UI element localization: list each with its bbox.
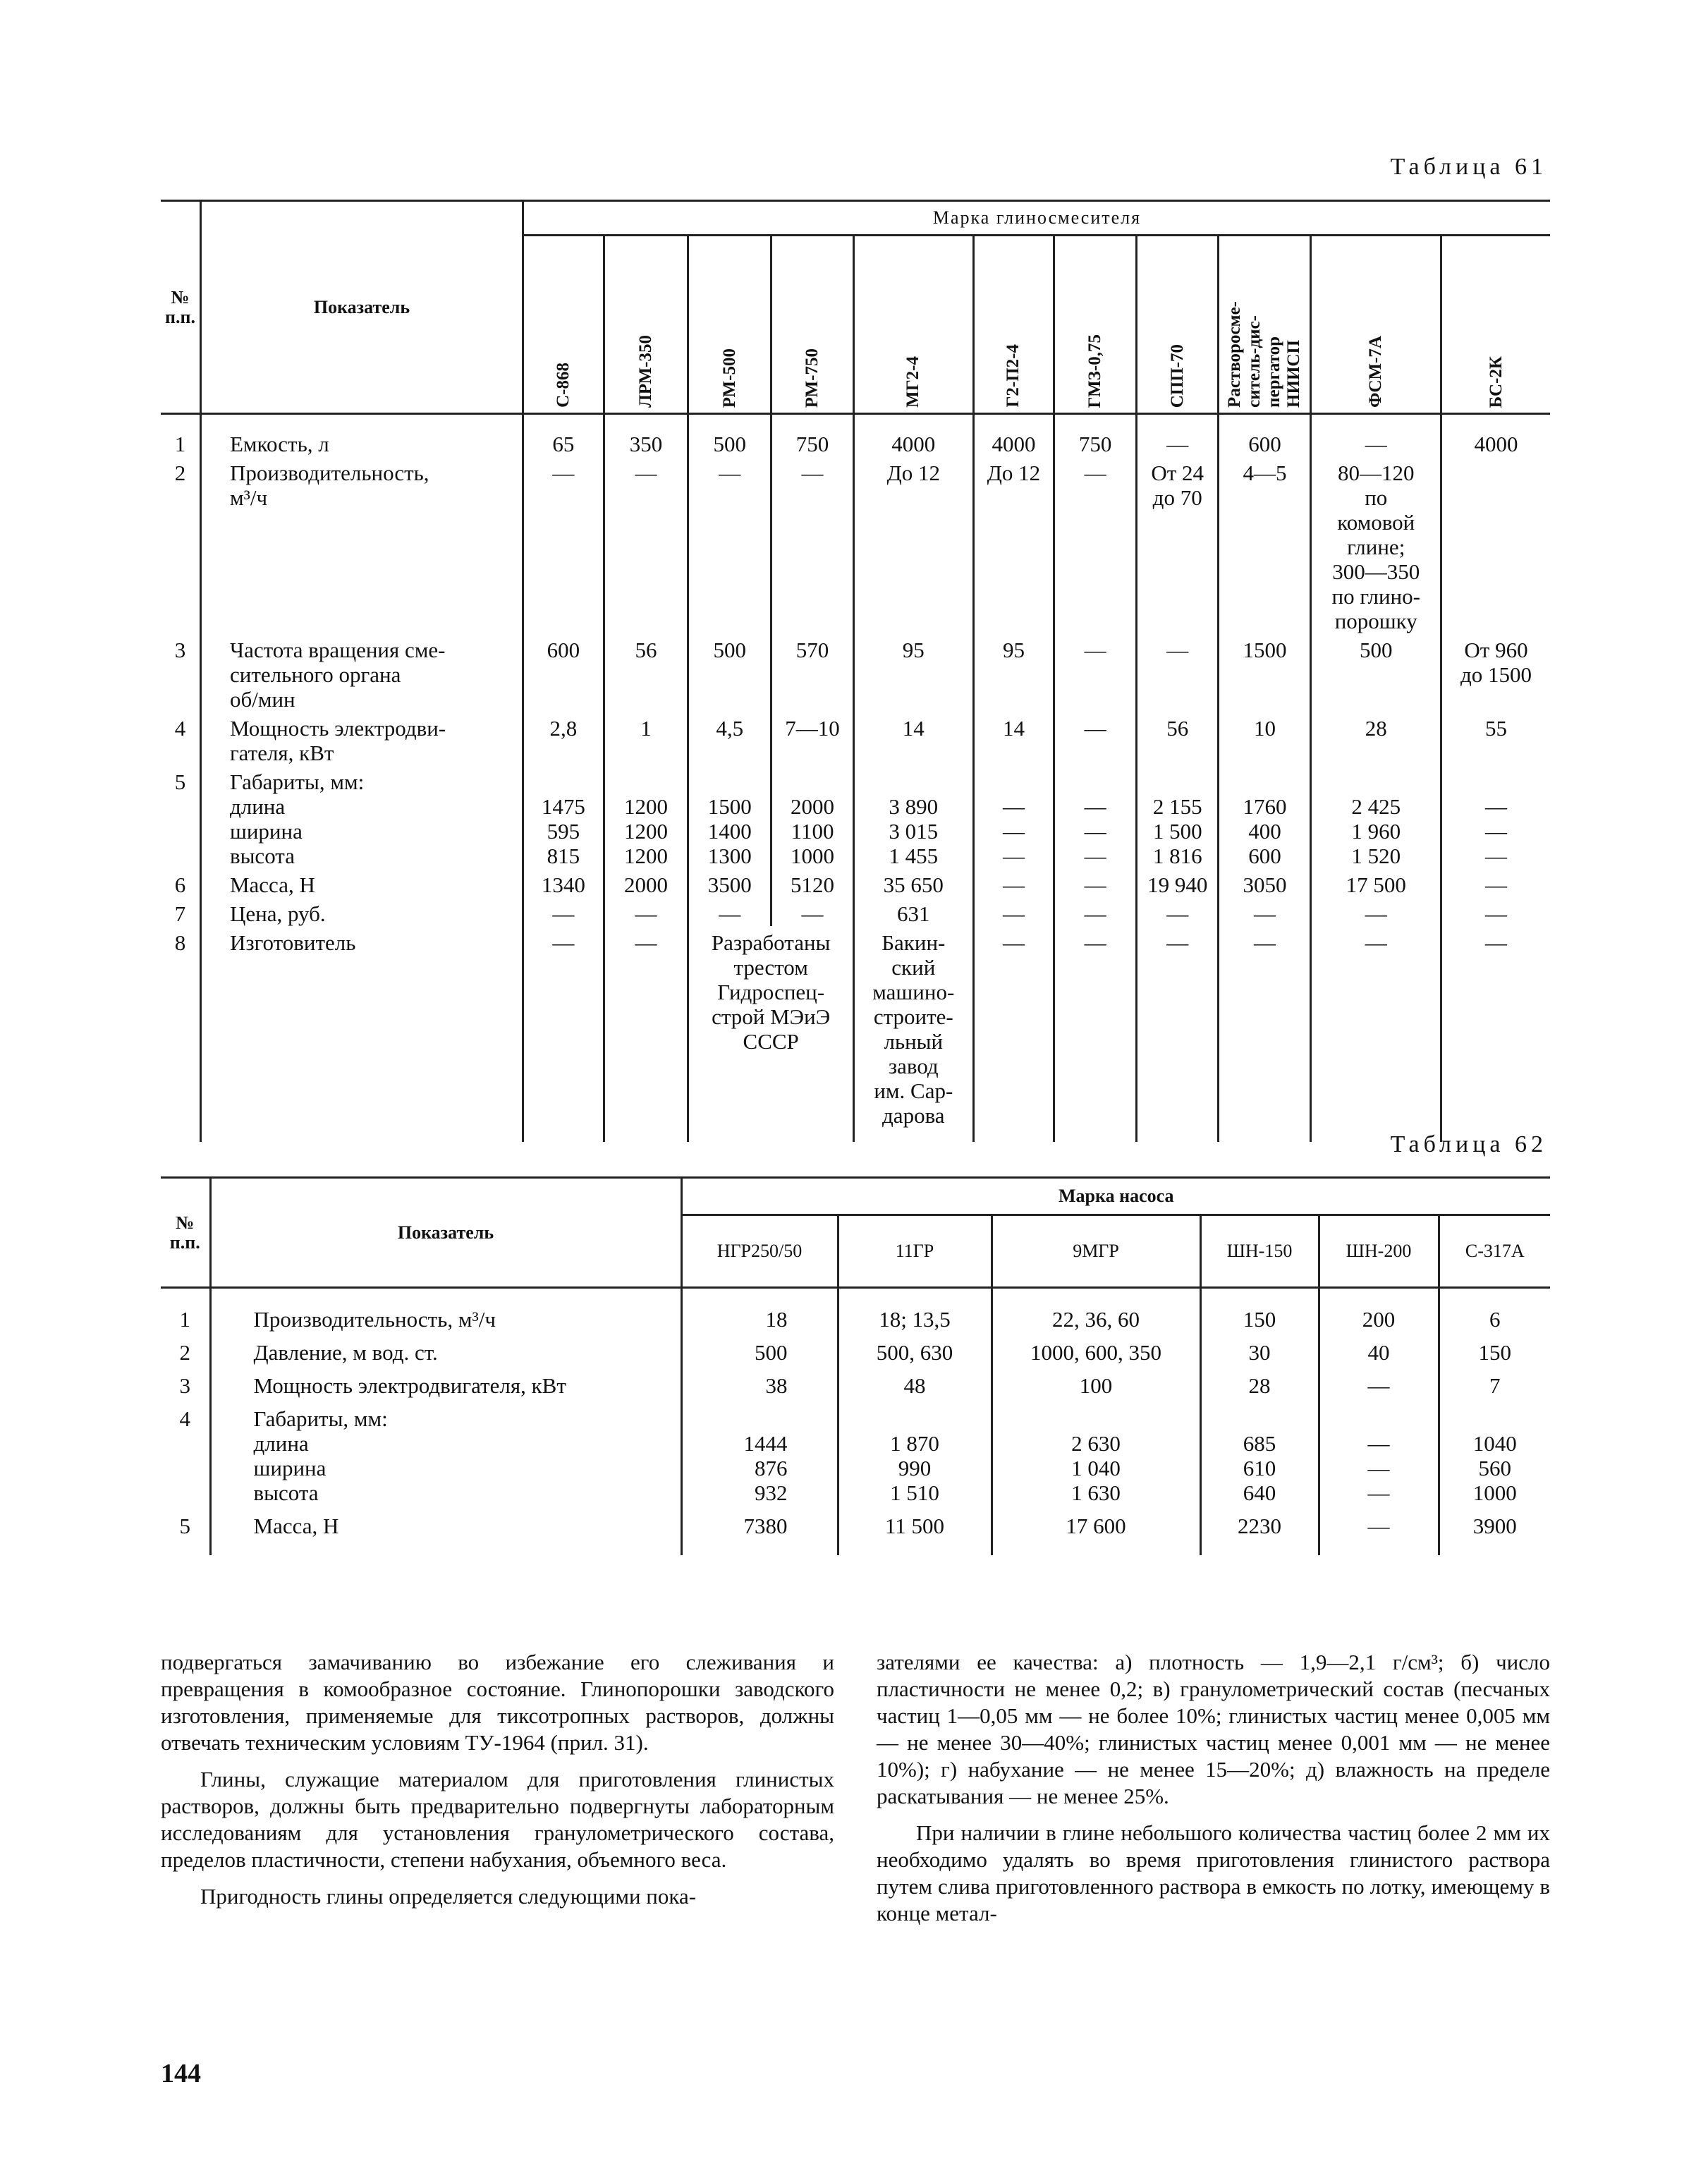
table62-caption: Таблица 62 (1390, 1131, 1547, 1157)
table-cell: — (1054, 712, 1137, 765)
table-cell: 1000, 600, 350 (992, 1332, 1200, 1365)
row-number: 5 (179, 1514, 190, 1538)
table-cell: — (1311, 414, 1441, 457)
table-cell: — — — (1054, 765, 1137, 868)
table-cell: 150 (1439, 1332, 1550, 1365)
table-cell: — — — (1319, 1398, 1439, 1505)
table-cell: — (604, 897, 688, 926)
row-label: Мощность электродвигателя, кВт (210, 1365, 681, 1398)
table-cell: — (1136, 414, 1219, 457)
brand-label: МГ2-4 (903, 356, 923, 408)
table61-brand-header (604, 236, 688, 414)
table-cell: — (1219, 897, 1311, 926)
table-cell: 35 650 (853, 868, 973, 897)
table-cell: — (688, 456, 771, 633)
table-cell: — (1311, 897, 1441, 926)
table-cell: 685 610 640 (1200, 1398, 1319, 1505)
table-row (161, 1505, 1550, 1555)
table62-brand-header: С-317А (1439, 1215, 1550, 1288)
table-cell: 28 (1311, 712, 1441, 765)
brand-label: РМ-500 (719, 348, 739, 408)
row-label: Габариты, мм: длина ширина высота (200, 765, 523, 868)
paragraph: подвергаться замачиванию во избежание его слеживания и превращения в комообразное состояние. Глинопорошки заводского изготовления, применяемые для тиксотропных растворов, должны отвечать техническим условиям ТУ-1964 (прил. 31). (161, 1650, 834, 1755)
table-cell: — (771, 456, 854, 633)
table-cell: 3 890 3 015 1 455 (853, 765, 973, 868)
row-label: Мощность электродви- гателя, кВт (200, 712, 523, 765)
brand-label: СПП-70 (1167, 343, 1187, 408)
table-cell: 750 (771, 414, 854, 457)
table-row (161, 456, 1550, 633)
table-cell: 500 (681, 1332, 838, 1365)
table61-caption: Таблица 61 (1390, 154, 1547, 180)
table62-col-no: № п.п. (161, 1178, 210, 1288)
table61-brand-header (853, 236, 973, 414)
table-cell: Бакин- ский машино- строите- льный завод им. Сар- дарова (853, 926, 973, 1142)
table-cell: 4—5 (1219, 456, 1311, 633)
table-cell: 7380 (681, 1505, 838, 1555)
table-cell: 65 (523, 414, 604, 457)
table-cell: — (1311, 926, 1441, 1142)
right-column-text (877, 1649, 1550, 1937)
table-cell: 17 500 (1311, 868, 1441, 897)
table-cell: — (523, 897, 604, 926)
table-cell: 4000 (1441, 414, 1550, 457)
table-row (161, 633, 1550, 712)
row-label: Габариты, мм: длина ширина высота (210, 1398, 681, 1505)
row-number: 2 (179, 1340, 190, 1365)
table61-col-indicator: Показатель (200, 201, 523, 414)
table-cell: — (973, 926, 1054, 1142)
table-cell: До 12 (853, 456, 973, 633)
table-cell: — — — (973, 765, 1054, 868)
table61-brand-header (523, 236, 604, 414)
table-cell: — (973, 897, 1054, 926)
row-number: 7 (174, 901, 186, 926)
row-label: Масса, Н (200, 868, 523, 897)
row-number: 1 (179, 1307, 190, 1332)
table-cell: 28 (1200, 1365, 1319, 1398)
table61-brand-header (973, 236, 1054, 414)
table61-col-no: № п.п. (161, 201, 200, 414)
paragraph: Глины, служащие материалом для приготовления глинистых растворов, должны быть предварительно подвергнуты лабораторным исследованиям для установления гранулометрического состава, пределов пластичности, степени набухания, объемного веса. (161, 1767, 834, 1872)
table-cell: — (1441, 897, 1550, 926)
table-cell: Разработаны трестом Гидроспец- строй МЭиЭ СССР (688, 926, 854, 1142)
table-cell: 19 940 (1136, 868, 1219, 897)
brand-label: Растворосме- ситель-дис- пергатор НИИСП (1225, 301, 1304, 408)
left-column-text (161, 1649, 834, 1920)
table-cell: — (523, 926, 604, 1142)
table-cell: 1500 (1219, 633, 1311, 712)
table62 (161, 1176, 1550, 1555)
table-cell: 17 600 (992, 1505, 1200, 1555)
brand-label: БС-2К (1486, 355, 1506, 408)
table-row (161, 897, 1550, 926)
table-cell: 1340 (523, 868, 604, 897)
table-cell: 14 (853, 712, 973, 765)
table-cell: — (523, 456, 604, 633)
table61-brand-header (688, 236, 771, 414)
table-cell: — (1441, 926, 1550, 1142)
row-number: 4 (179, 1406, 190, 1431)
table-cell: 500 (1311, 633, 1441, 712)
table-cell: 600 (523, 633, 604, 712)
table-cell: — (1219, 926, 1311, 1142)
table-row (161, 1398, 1550, 1505)
table-row (161, 765, 1550, 868)
table-cell: — (1136, 633, 1219, 712)
table-cell: 2 155 1 500 1 816 (1136, 765, 1219, 868)
table-cell: 2000 (604, 868, 688, 897)
table61-brand-header (1219, 236, 1311, 414)
table-cell: 1 870 990 1 510 (838, 1398, 992, 1505)
table-cell: 1760 400 600 (1219, 765, 1311, 868)
table-cell: 3500 (688, 868, 771, 897)
table-cell: — (1441, 868, 1550, 897)
table-cell: 1040 560 1000 (1439, 1398, 1550, 1505)
row-number: 8 (174, 930, 186, 955)
table-cell: 56 (604, 633, 688, 712)
paragraph: зателями ее качества: а) плотность — 1,9—2,1 г/см³; б) число пластичности не менее 0,2; в) гранулометрический состав (песчаных частиц 1—0,05 мм — не более 10%; глинистых частиц менее 0,005 мм — не менее 30—40%; глинистых частиц менее 0,001 мм — не менее 10%); г) набухание — не менее 15—20%; д) влажность на пределе раскатывания — не менее 25%. (877, 1650, 1550, 1808)
table61 (161, 200, 1550, 1142)
row-label: Масса, Н (210, 1505, 681, 1555)
paragraph: Пригодность глины определяется следующими пока- (200, 1884, 697, 1909)
table62-brand-header: 11ГР (838, 1215, 992, 1288)
row-number: 3 (179, 1373, 190, 1398)
table-cell: 2230 (1200, 1505, 1319, 1555)
brand-label: С-868 (553, 363, 573, 408)
brand-label: РМ-750 (803, 348, 822, 408)
table-cell: 2000 1100 1000 (771, 765, 854, 868)
table-cell: 18 (681, 1288, 838, 1332)
row-number: 4 (174, 716, 186, 741)
row-label: Производительность, м³/ч (200, 456, 523, 633)
table-cell: — (771, 897, 854, 926)
table-row (161, 712, 1550, 765)
table-row (161, 1332, 1550, 1365)
table-cell: 2 425 1 960 1 520 (1311, 765, 1441, 868)
brand-label: Г2-П2-4 (1004, 344, 1023, 408)
table-cell: — (1319, 1365, 1439, 1398)
table-cell: 1500 1400 1300 (688, 765, 771, 868)
table-cell: 10 (1219, 712, 1311, 765)
paragraph: При наличии в глине небольшого количества частиц более 2 мм их необходимо удалять во время приготовления глинистого раствора путем слива приготовленного раствора в емкость по лотку, имеющему в конце метал- (877, 1820, 1550, 1925)
table-cell: — (973, 868, 1054, 897)
table-cell: 2,8 (523, 712, 604, 765)
table-cell: 38 (681, 1365, 838, 1398)
table61-brand-header (1311, 236, 1441, 414)
table-cell: 150 (1200, 1288, 1319, 1332)
table-row (161, 926, 1550, 1142)
table-cell: 500 (688, 414, 771, 457)
table-row (161, 414, 1550, 457)
table-cell: 1 (604, 712, 688, 765)
table-cell: 18; 13,5 (838, 1288, 992, 1332)
table-cell: 1200 1200 1200 (604, 765, 688, 868)
table-cell: 570 (771, 633, 854, 712)
table-cell: 4000 (853, 414, 973, 457)
row-label: Частота вращения сме- сительного органа об/мин (200, 633, 523, 712)
table-cell: — (1054, 926, 1137, 1142)
table-cell: 1475 595 815 (523, 765, 604, 868)
table-cell: 48 (838, 1365, 992, 1398)
table-cell: 2 630 1 040 1 630 (992, 1398, 1200, 1505)
row-number: 5 (174, 769, 186, 794)
table-cell: 6 (1439, 1288, 1550, 1332)
table-cell: 7 (1439, 1365, 1550, 1398)
brand-label: ГМЗ-0,75 (1085, 334, 1105, 408)
table-cell: — (604, 926, 688, 1142)
table-cell: 350 (604, 414, 688, 457)
table-cell: 80—120 по комовой глине; 300—350 по глино- порошку (1311, 456, 1441, 633)
table62-brand-header: 9МГР (992, 1215, 1200, 1288)
table-cell: 56 (1136, 712, 1219, 765)
table-cell: — (1136, 926, 1219, 1142)
table61-brand-header (1441, 236, 1550, 414)
table-cell: — (604, 456, 688, 633)
row-number: 3 (174, 638, 186, 662)
table-cell: 600 (1219, 414, 1311, 457)
table-cell: 7—10 (771, 712, 854, 765)
row-label: Давление, м вод. ст. (210, 1332, 681, 1365)
table-cell: 30 (1200, 1332, 1319, 1365)
table62-brand-header: ШН-200 (1319, 1215, 1439, 1288)
table-cell: 40 (1319, 1332, 1439, 1365)
table-cell: — (1054, 868, 1137, 897)
table-cell: 5120 (771, 868, 854, 897)
table62-brand-header: НГР250/50 (681, 1215, 838, 1288)
table-cell (1441, 456, 1550, 633)
row-label: Производительность, м³/ч (210, 1288, 681, 1332)
table-cell: До 12 (973, 456, 1054, 633)
table-cell: — (1054, 633, 1137, 712)
table-row (161, 1365, 1550, 1398)
table-cell: 1444 876 932 (681, 1398, 838, 1505)
table62-brand-header: ШН-150 (1200, 1215, 1319, 1288)
table-cell: — — — (1441, 765, 1550, 868)
table-cell: От 24 до 70 (1136, 456, 1219, 633)
table-cell: 500 (688, 633, 771, 712)
table-cell: 55 (1441, 712, 1550, 765)
table-cell: — (1319, 1505, 1439, 1555)
table-cell: — (1136, 897, 1219, 926)
brand-label: ФСМ-7А (1366, 335, 1386, 408)
table-cell: 3900 (1439, 1505, 1550, 1555)
table-cell: От 960 до 1500 (1441, 633, 1550, 712)
table-cell: — (1054, 897, 1137, 926)
table-cell: 4000 (973, 414, 1054, 457)
table-cell: — (1054, 456, 1137, 633)
brand-label: ЛРМ-350 (636, 335, 656, 408)
table61-group-header: Марка глиносмесителя (523, 201, 1551, 236)
row-label: Цена, руб. (200, 897, 523, 926)
table-cell: — (688, 897, 771, 926)
table62-group-header: Марка насоса (681, 1178, 1550, 1215)
table61-brand-header (771, 236, 854, 414)
table-cell: 11 500 (838, 1505, 992, 1555)
row-label: Изготовитель (200, 926, 523, 1142)
row-number: 2 (174, 461, 186, 485)
table-cell: 95 (973, 633, 1054, 712)
table-cell: 22, 36, 60 (992, 1288, 1200, 1332)
table-cell: 100 (992, 1365, 1200, 1398)
row-label: Емкость, л (200, 414, 523, 457)
row-number: 1 (174, 432, 186, 456)
table61-brand-header (1136, 236, 1219, 414)
table-cell: 14 (973, 712, 1054, 765)
table-row (161, 868, 1550, 897)
table-cell: 500, 630 (838, 1332, 992, 1365)
table-cell: 3050 (1219, 868, 1311, 897)
table62-col-indicator: Показатель (210, 1178, 681, 1288)
table-cell: 4,5 (688, 712, 771, 765)
row-number: 6 (174, 872, 186, 897)
table-row (161, 1288, 1550, 1332)
table61-brand-header (1054, 236, 1137, 414)
table-cell: 200 (1319, 1288, 1439, 1332)
table-cell: 631 (853, 897, 973, 926)
table-cell: 95 (853, 633, 973, 712)
page-number: 144 (161, 2059, 201, 2088)
table-cell: 750 (1054, 414, 1137, 457)
